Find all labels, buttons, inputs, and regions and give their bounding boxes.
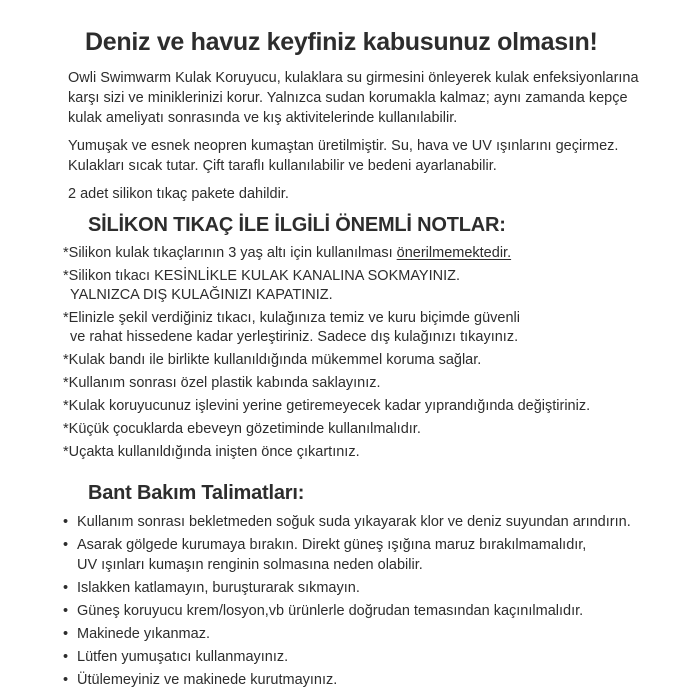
silicone-notes-heading: SİLİKON TIKAÇ İLE İLGİLİ ÖNEMLİ NOTLAR: [88, 214, 506, 236]
care-item [63, 535, 692, 575]
bullet-marker: • [63, 649, 69, 665]
care-item-text: Lütfen yumuşatıcı kullanmayınız. [77, 649, 289, 665]
bullet-marker: • [63, 514, 69, 530]
intro-paragraph: Yumuşak ve esnek neopren kumaştan üretilmiştir. Su, hava ve UV ışınlarını geçirmez. Kulakları sıcak tutar. Çift taraflı kullanılabilir ve bedeni ayarlanabilir. [68, 138, 619, 174]
note-item [63, 244, 663, 263]
care-item-text: UV ışınları kumaşın renginin solmasına neden olabilir. [77, 557, 423, 573]
care-item-text: Ütülemeyiniz ve makinede kurutmayınız. [77, 672, 338, 688]
note-line: *Elinizle şekil verdiğiniz tıkacı, kulağınıza temiz ve kuru biçimde güvenli [63, 310, 520, 326]
care-item-text: Kullanım sonrası bekletmeden soğuk suda yıkayarak klor ve deniz suyundan arındırın. [77, 514, 631, 530]
bullet-marker: • [63, 672, 69, 688]
note-item: *Kullanım sonrası özel plastik kabında saklayınız. [63, 375, 381, 391]
note-item [63, 267, 663, 305]
note-item: *Kulak bandı ile birlikte kullanıldığında mükemmel koruma sağlar. [63, 352, 482, 368]
intro-section [0, 68, 692, 204]
bullet-marker: • [63, 603, 69, 619]
note-line: *Silikon tıkacı KESİNLİKLE KULAK KANALINA SOKMAYINIZ. [63, 268, 461, 284]
bullet-marker: • [63, 580, 69, 596]
care-instructions-heading: Bant Bakım Talimatları: [88, 482, 305, 504]
care-item-text: Makinede yıkanmaz. [77, 626, 210, 642]
care-item-text: Asarak gölgede kurumaya bırakın. Direkt güneş ışığına maruz bırakılmamalıdır, [77, 537, 587, 553]
care-item-text: Islakken katlamayın, buruşturarak sıkmayın. [77, 580, 360, 596]
intro-paragraph: Owli Swimwarm Kulak Koruyucu, kulaklara su girmesini önleyerek kulak enfeksiyonlarına karşı sizi ve miniklerinizi korur. Yalnızca sudan korumakla kalmaz; aynı zamanda kepçe kulak ameliyatı sonrasında ve kış aktivitelerinde kullanılabilir. [68, 70, 639, 126]
bullet-marker: • [63, 537, 69, 553]
bullet-marker: • [63, 626, 69, 642]
note-underlined-term: önerilmemektedir. [396, 245, 512, 261]
care-item [63, 512, 692, 532]
intro-paragraph: 2 adet silikon tıkaç pakete dahildir. [68, 186, 289, 202]
note-item: *Kulak koruyucunuz işlevini yerine getiremeyecek kadar yıprandığında değiştiriniz. [63, 398, 591, 414]
care-item [63, 624, 692, 644]
care-item [63, 647, 692, 667]
note-item: *Küçük çocuklarda ebeveyn gözetiminde kullanılmalıdır. [63, 421, 421, 437]
page-title: Deniz ve havuz keyfiniz kabusunuz olmasın! [85, 28, 598, 56]
note-item: *Uçakta kullanıldığında inişten önce çıkartınız. [63, 444, 360, 460]
note-item [63, 309, 663, 347]
care-item [63, 670, 692, 690]
note-text: *Silikon kulak tıkaçlarının 3 yaş altı için kullanılması [63, 245, 397, 261]
care-item [63, 601, 692, 621]
silicone-notes-list [63, 244, 692, 462]
note-line: ve rahat hissedene kadar yerleştiriniz. Sadece dış kulağınızı tıkayınız. [70, 329, 519, 345]
note-line: YALNIZCA DIŞ KULAĞINIZI KAPATINIZ. [70, 287, 333, 303]
care-item [63, 578, 692, 598]
care-item-text: Güneş koruyucu krem/losyon,vb ürünlerle doğrudan temasından kaçınılmalıdır. [77, 603, 584, 619]
care-instructions-list [63, 512, 692, 690]
